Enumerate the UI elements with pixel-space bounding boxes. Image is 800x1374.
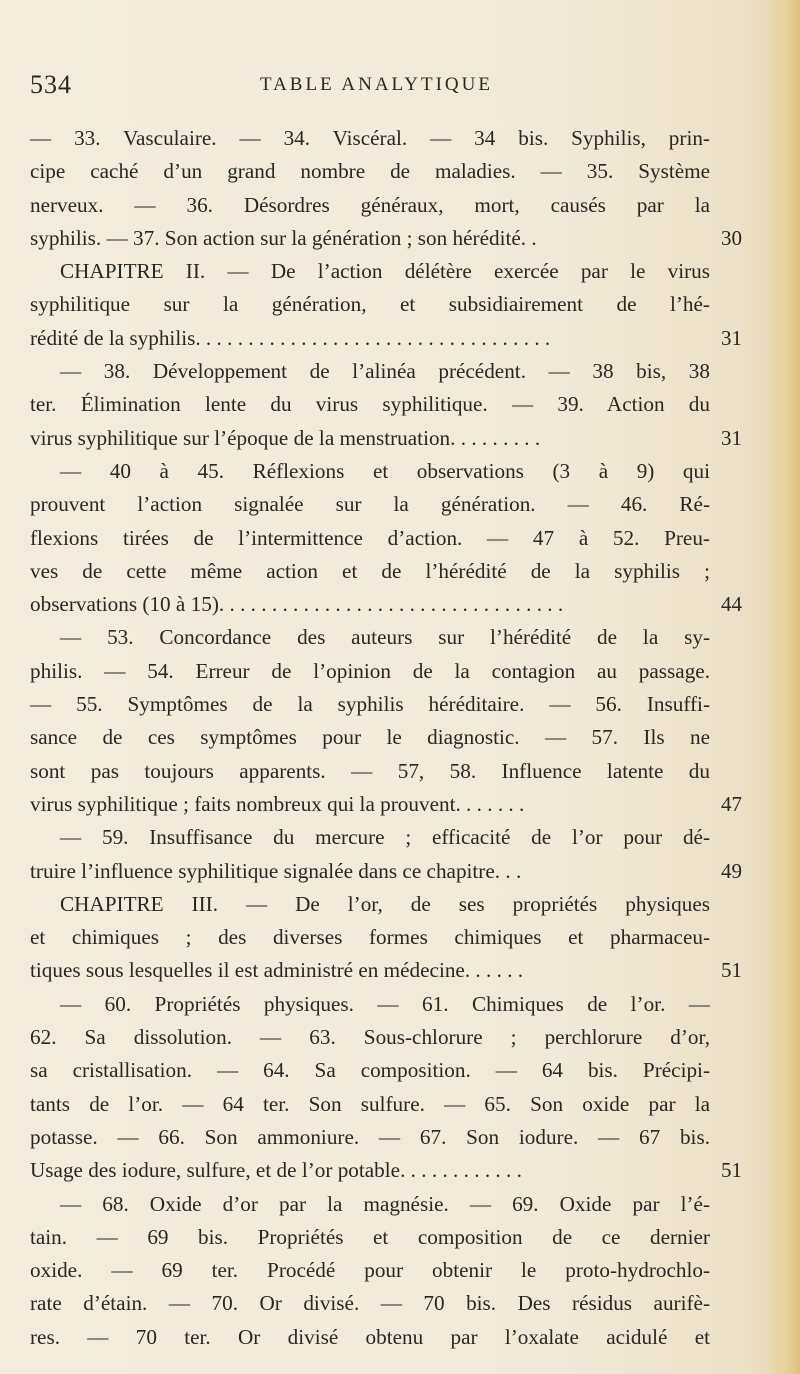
line-text: prouvent l’action signalée sur la génération. — 46. Ré- — [30, 492, 710, 517]
line-text: res. — 70 ter. Or divisé obtenu par l’oxalate acidulé et — [30, 1324, 710, 1349]
text-line — [30, 788, 742, 821]
text-line — [30, 1287, 720, 1320]
text-line — [30, 155, 720, 188]
text-line — [30, 655, 720, 688]
text-line — [30, 855, 742, 888]
line-text: tants de l’or. — 64 ter. Son sulfure. — 65. Son oxide par la — [30, 1091, 710, 1116]
text-line — [30, 821, 720, 854]
line-text: virus syphilitique ; faits nombreux qui la prouvent. . . . . . . — [30, 791, 525, 816]
line-text: ter. Élimination lente du virus syphilitique. — 39. Action du — [30, 392, 710, 417]
page-reference: 49 — [721, 858, 742, 883]
page-reference: 51 — [721, 1158, 742, 1183]
line-text: philis. — 54. Erreur de l’opinion de la contagion au passage. — [30, 658, 710, 683]
line-text: truire l’influence syphilitique signalée dans ce chapitre. . . — [30, 858, 522, 883]
line-text: sont pas toujours apparents. — 57, 58. Influence latente du — [30, 758, 710, 783]
line-text: observations (10 à 15). . . . . . . . . . . . . . . . . . . . . . . . . . . . . . . . . — [30, 592, 564, 617]
text-line — [30, 222, 742, 255]
text-line — [30, 488, 720, 521]
text-line — [30, 1054, 720, 1087]
line-text: et chimiques ; des diverses formes chimiques et pharmaceu- — [30, 925, 710, 950]
line-text: potasse. — 66. Son ammoniure. — 67. Son iodure. — 67 bis. — [30, 1124, 710, 1149]
line-text: — 59. Insuffisance du mercure ; efficacité de l’or pour dé- — [60, 825, 710, 850]
text-line — [30, 588, 742, 621]
text-line — [30, 988, 720, 1021]
text-line — [30, 721, 720, 754]
text-line — [30, 1121, 720, 1154]
page-reference: 30 — [721, 225, 742, 250]
line-text: syphilis. — 37. Son action sur la génération ; son hérédité. . — [30, 225, 537, 250]
line-text: 62. Sa dissolution. — 63. Sous-chlorure ; perchlorure d’or, — [30, 1025, 710, 1050]
text-line — [30, 455, 720, 488]
line-text: tain. — 69 bis. Propriétés et composition de ce dernier — [30, 1224, 710, 1249]
text-line — [30, 555, 720, 588]
line-text: CHAPITRE III. — De l’or, de ses propriétés physiques — [60, 891, 710, 916]
running-title: TABLE ANALYTIQUE — [260, 74, 493, 95]
text-line — [30, 388, 720, 421]
line-text: sa cristallisation. — 64. Sa composition. — 64 bis. Précipi- — [30, 1058, 710, 1083]
text-line — [30, 355, 720, 388]
text-line — [30, 522, 720, 555]
text-line — [30, 189, 720, 222]
line-text: — 33. Vasculaire. — 34. Viscéral. — 34 bis. Syphilis, prin- — [30, 126, 710, 150]
page-edge-shading — [766, 0, 800, 1374]
text-line — [30, 755, 720, 788]
text-line — [30, 122, 720, 155]
page-reference: 44 — [721, 592, 742, 617]
line-text: — 55. Symptômes de la syphilis héréditaire. — 56. Insuffi- — [30, 692, 710, 717]
line-text: CHAPITRE II. — De l’action délétère exercée par le virus — [60, 259, 710, 284]
line-text: cipe caché d’un grand nombre de maladies. — 35. Système — [30, 159, 710, 184]
text-line — [30, 255, 720, 288]
text-line — [30, 1321, 720, 1354]
page-reference: 51 — [721, 958, 742, 983]
page-reference: 47 — [721, 791, 742, 816]
line-text: sance de ces symptômes pour le diagnostic. — 57. Ils ne — [30, 725, 710, 750]
line-text: oxide. — 69 ter. Procédé pour obtenir le proto-hydrochlo- — [30, 1258, 710, 1283]
page-number: 534 — [30, 70, 72, 99]
line-text: — 53. Concordance des auteurs sur l’hérédité de la sy- — [60, 625, 710, 650]
text-line — [30, 1088, 720, 1121]
text-line — [30, 1154, 742, 1187]
text-line — [30, 1021, 720, 1054]
line-text: ves de cette même action et de l’hérédité de la syphilis ; — [30, 558, 710, 583]
page-header — [30, 70, 730, 104]
line-text: rate d’étain. — 70. Or divisé. — 70 bis. Des résidus aurifè- — [30, 1291, 710, 1316]
line-text: Usage des iodure, sulfure, et de l’or potable. . . . . . . . . . . . — [30, 1158, 522, 1183]
line-text: tiques sous lesquelles il est administré en médecine. . . . . . — [30, 958, 524, 983]
text-line — [30, 1221, 720, 1254]
text-line — [30, 688, 720, 721]
text-line — [30, 1254, 720, 1287]
text-line — [30, 322, 742, 355]
text-line — [30, 1188, 720, 1221]
line-text: — 60. Propriétés physiques. — 61. Chimiques de l’or. — — [60, 991, 710, 1016]
line-text: — 38. Développement de l’alinéa précédent. — 38 bis, 38 — [60, 359, 710, 384]
page-reference: 31 — [721, 325, 742, 350]
text-line — [30, 954, 742, 987]
line-text: rédité de la syphilis. . . . . . . . . . . . . . . . . . . . . . . . . . . . . . . . . . — [30, 325, 551, 350]
line-text: flexions tirées de l’intermittence d’action. — 47 à 52. Preu- — [30, 525, 710, 550]
table-of-contents-body — [30, 122, 742, 1354]
text-line — [30, 621, 720, 654]
text-line — [30, 888, 720, 921]
text-line — [30, 288, 720, 321]
line-text: nerveux. — 36. Désordres généraux, mort, causés par la — [30, 192, 710, 217]
page-reference: 31 — [721, 425, 742, 450]
text-line — [30, 422, 742, 455]
text-line — [30, 921, 720, 954]
line-text: syphilitique sur la génération, et subsidiairement de l’hé- — [30, 292, 710, 317]
line-text: — 40 à 45. Réflexions et observations (3 à 9) qui — [60, 458, 710, 483]
line-text: virus syphilitique sur l’époque de la menstruation. . . . . . . . . — [30, 425, 541, 450]
line-text: — 68. Oxide d’or par la magnésie. — 69. Oxide par l’é- — [60, 1191, 710, 1216]
